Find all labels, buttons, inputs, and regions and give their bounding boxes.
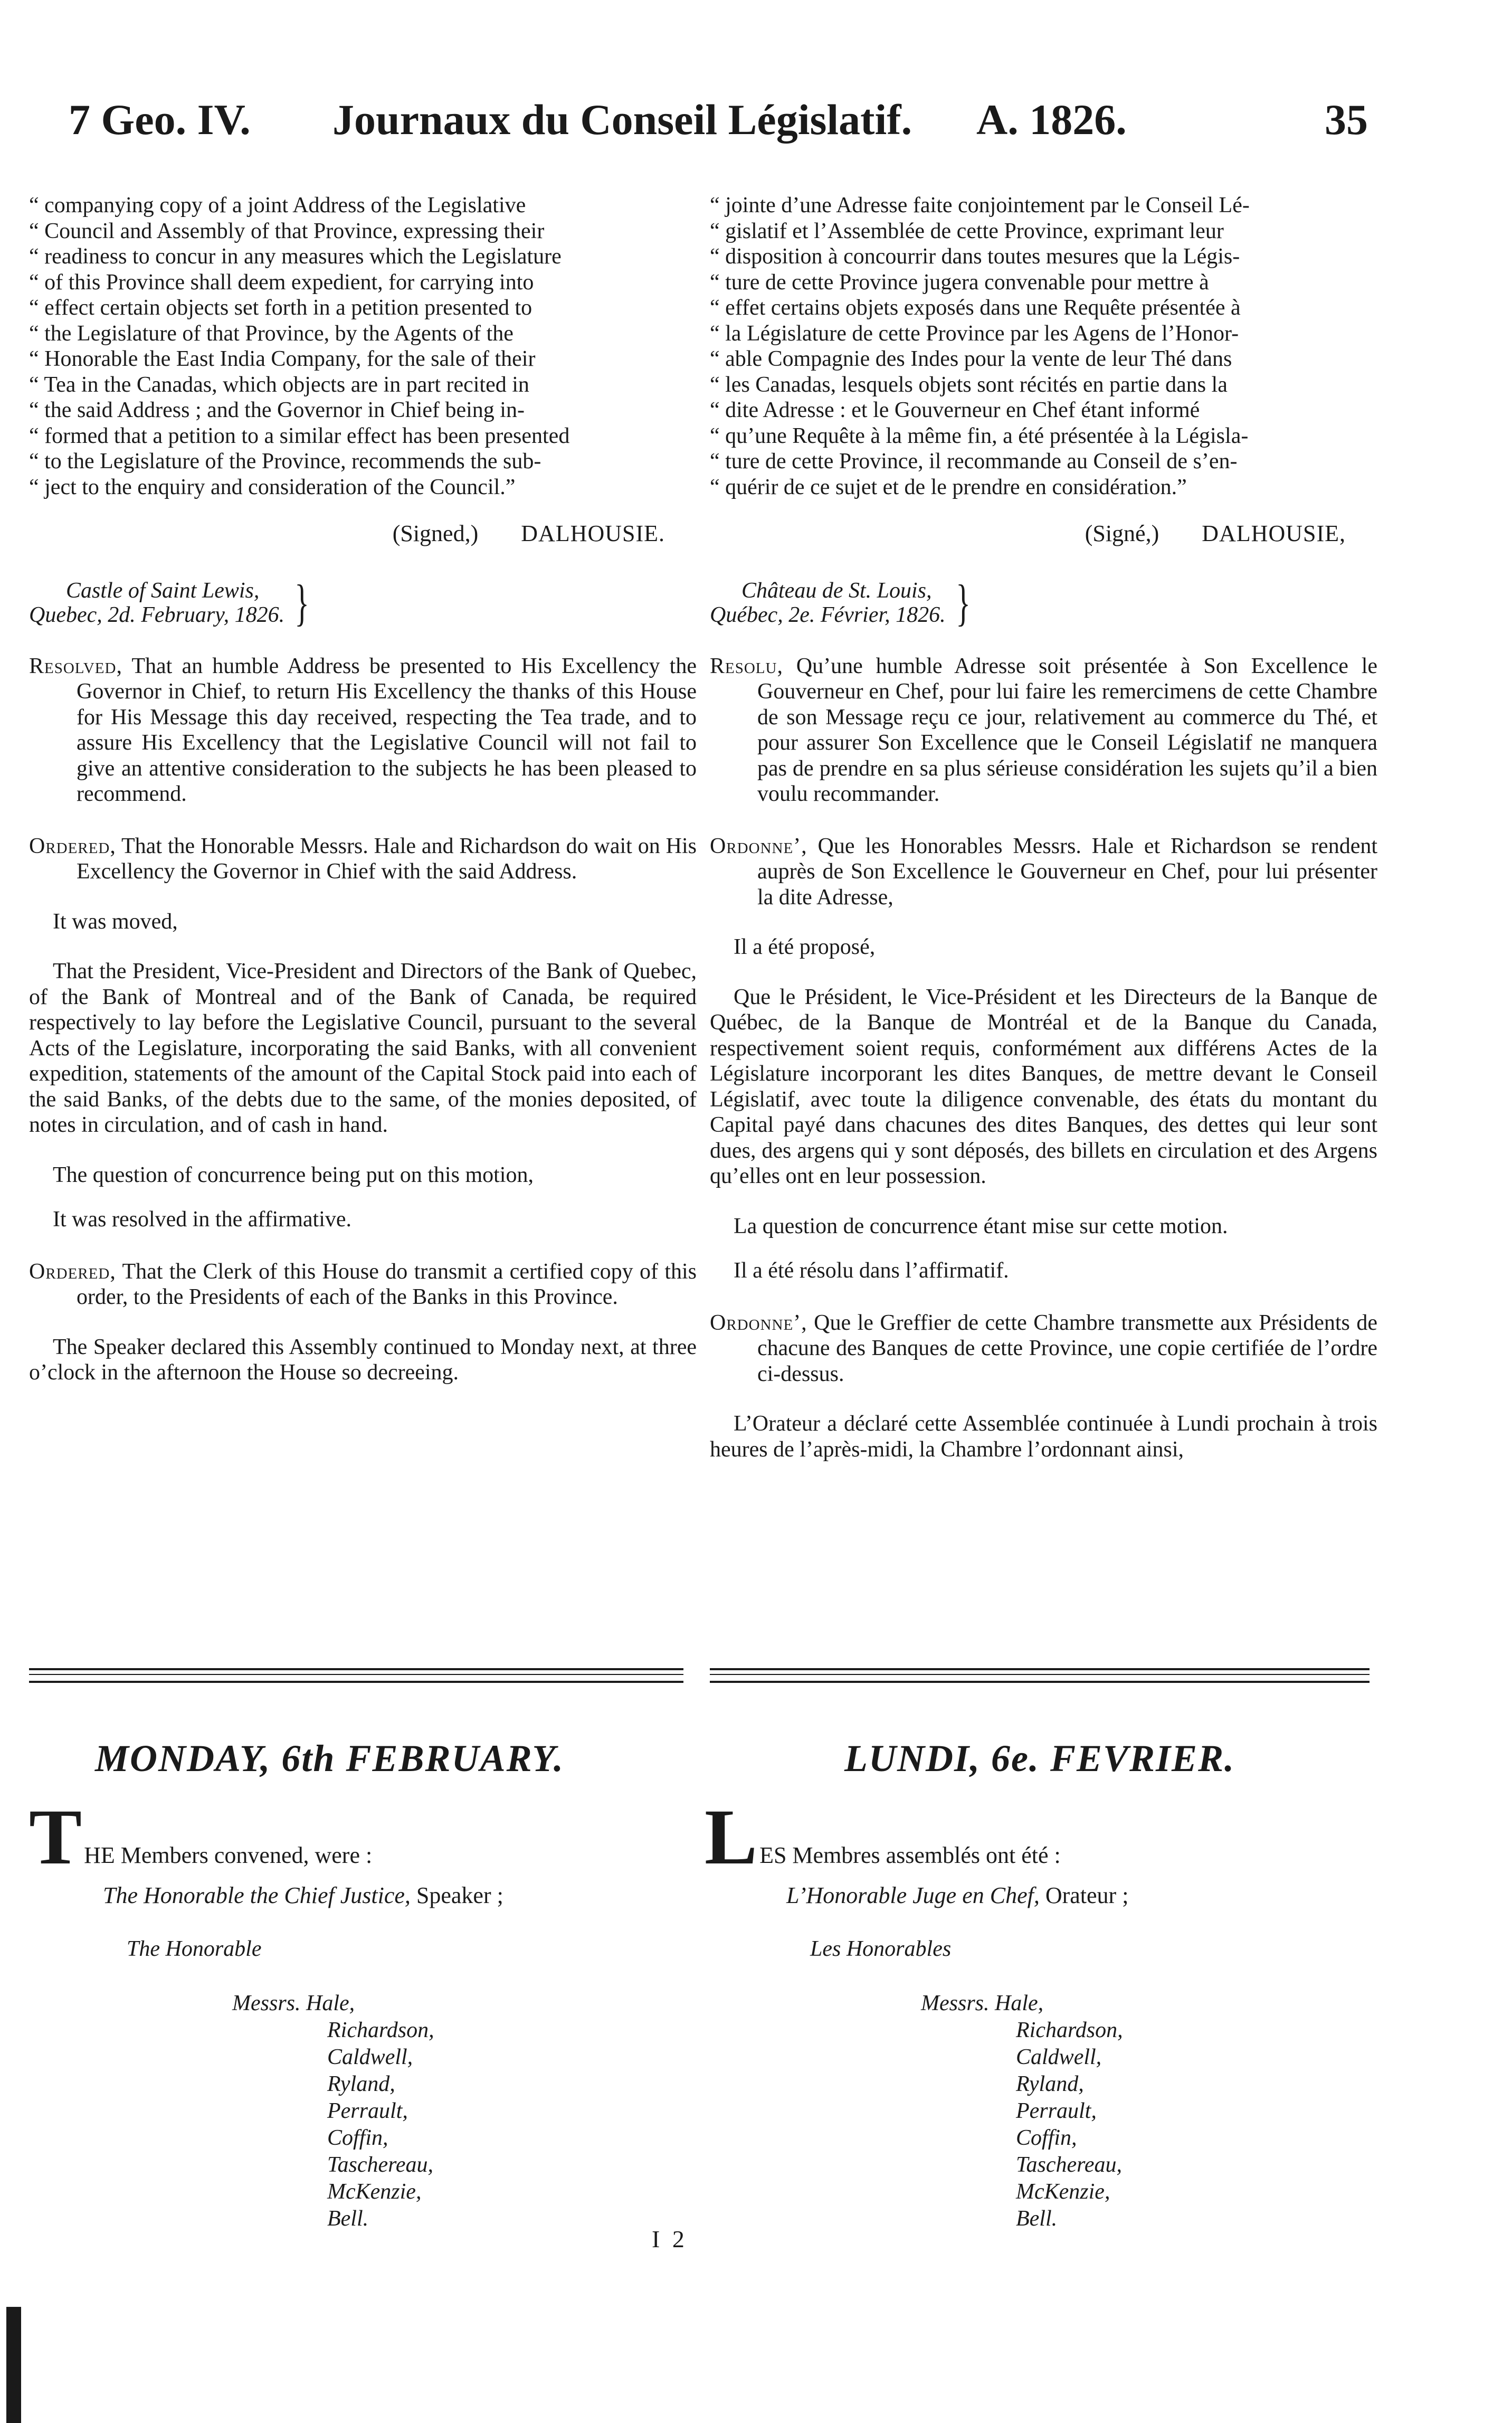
entry-text: That an humble Address be presented to His Excellency the Governor in Chief, to return His Excellency the thanks of this House for His Message this day received, respecting the Tea trade, and to assure His Excellency that the Legislative Council will not fail to give an attentive consideration to the subjects he has been pleased to recommend. bbox=[77, 654, 697, 806]
message-quote bbox=[710, 193, 1377, 500]
running-header bbox=[21, 95, 1372, 158]
quote-line: “ gislatif et l’Assemblée de cette Province, exprimant leur bbox=[710, 219, 1224, 243]
entry-text: Qu’une humble Adresse soit présentée à Son Excellence le Gouverneur en Chef, pour lui faire les remercimens de cette Chambre de son Message reçu ce jour, relativement au commerce du Thé, et pour assurer Son Excellence que le Conseil Législatif ne manquera pas de prendre en sa plus sérieuse considération les sujets qu’il a bien voulu recommander. bbox=[757, 654, 1378, 806]
entry-label: Resolu, bbox=[710, 654, 783, 678]
member-name: Hale, bbox=[995, 1991, 1044, 2015]
brace-glyph: } bbox=[955, 574, 971, 631]
entry-label: Ordered, bbox=[29, 834, 116, 858]
quote-line: “ Honorable the East India Company, for the sale of their bbox=[29, 347, 536, 371]
dateline bbox=[710, 574, 1377, 631]
list-item: Taschereau, bbox=[1016, 2153, 1123, 2177]
section-divider bbox=[29, 1668, 683, 1683]
motion-intro: It was moved, bbox=[53, 909, 178, 934]
question-line: The question of concurrence being put on this motion, bbox=[53, 1162, 534, 1187]
signature bbox=[29, 521, 665, 547]
quote-line: “ la Législature de cette Province par les Agens de l’Honor- bbox=[710, 321, 1239, 346]
quote-line: “ dite Adresse : et le Gouverneur en Chef étant informé bbox=[710, 398, 1200, 422]
entry-text: That the Honorable Messrs. Hale and Richardson do wait on His Excellency the Governor in Chief with the said Address. bbox=[77, 834, 697, 884]
regnal-year: 7 Geo. IV. bbox=[69, 96, 251, 144]
quote-line: “ disposition à concourrir dans toutes mesures que la Légis- bbox=[710, 244, 1240, 269]
entry-text: Que les Honorables Messrs. Hale et Richardson se rendent auprès de Son Excellence le Gouverneur en Chef, pour lui présenter la dite Adresse, bbox=[757, 834, 1377, 910]
quote-line: “ quérir de ce sujet et de le prendre en considération.” bbox=[710, 475, 1187, 499]
quote-line: “ Tea in the Canadas, which objects are in part recited in bbox=[29, 372, 529, 397]
dateline-date: Quebec, 2d. February, 1826. bbox=[29, 602, 285, 627]
entry-label: Resolved, bbox=[29, 654, 122, 678]
dateline-date: Québec, 2e. Février, 1826. bbox=[710, 602, 946, 627]
order-entry bbox=[29, 1259, 697, 1310]
signed-label: (Signed,) bbox=[392, 520, 479, 546]
day-heading: MONDAY, 6th FEBRUARY. bbox=[95, 1737, 564, 1780]
quote-line: “ ject to the enquiry and consideration of the Council.” bbox=[29, 475, 516, 499]
list-item: McKenzie, bbox=[327, 2180, 422, 2204]
page-number: 35 bbox=[1325, 96, 1368, 144]
members-prefix: Messrs. bbox=[232, 1991, 301, 2015]
speaker-line bbox=[786, 1882, 1128, 1909]
drop-cap: T bbox=[29, 1793, 82, 1881]
drop-cap: L bbox=[705, 1793, 758, 1881]
motion-text: Que le Président, le Vice-Président et les Directeurs de la Banque de Québec, de la Banque de Montréal et de la Banque du Canada, respectivement soient requis, conformément aux différens Actes de la Législature incorporant les dites Banques, de mettre devant le Conseil Législatif, avec toute la diligence convenable, des états du montant du Capital payé dans chacunes des dites Banques, des dettes qui leur sont dues, des argens qui y sont déposés, des billets en circulation et des Argens qu’elles ont en leur possession. bbox=[710, 985, 1377, 1188]
brace-glyph: } bbox=[294, 574, 309, 631]
speaker-name: L’Honorable Juge en Chef, bbox=[786, 1882, 1040, 1908]
members-list bbox=[232, 1990, 434, 2232]
binding-edge bbox=[6, 2307, 21, 2423]
adjournment-text: L’Orateur a déclaré cette Assemblée continuée à Lundi prochain à trois heures de l’après-midi, la Chambre l’ordonnant ainsi, bbox=[710, 1412, 1377, 1462]
resolution-entry bbox=[710, 654, 1377, 807]
quote-line: “ effet certains objets exposés dans une Requête présentée à bbox=[710, 296, 1241, 320]
convened-text: ES Membres assemblés ont été : bbox=[759, 1842, 1061, 1868]
list-item: Taschereau, bbox=[327, 2153, 434, 2177]
quote-line: “ readiness to concur in any measures which the Legislature bbox=[29, 244, 562, 269]
quote-line: “ to the Legislature of the Province, recommends the sub- bbox=[29, 449, 541, 474]
speaker-name: The Honorable the Chief Justice, bbox=[103, 1882, 411, 1908]
french-column bbox=[710, 193, 1377, 1462]
list-item bbox=[232, 1990, 434, 2017]
dateline-place: Château de St. Louis, bbox=[741, 578, 932, 603]
speaker-role: Orateur ; bbox=[1045, 1882, 1129, 1908]
quote-line: “ les Canadas, lesquels objets sont récités en partie dans la bbox=[710, 372, 1228, 397]
list-item: Perrault, bbox=[327, 2099, 408, 2123]
quote-line: “ of this Province shall deem expedient, for carrying into bbox=[29, 270, 534, 295]
quote-line: “ jointe d’une Adresse faite conjointement par le Conseil Lé- bbox=[710, 193, 1250, 217]
list-item: Bell. bbox=[327, 2207, 369, 2231]
signatory-name: DALHOUSIE. bbox=[521, 520, 665, 546]
member-name: Hale, bbox=[306, 1991, 355, 2015]
entry-text: Que le Greffier de cette Chambre transmette aux Présidents de chacune des Banques de cette Province, une copie certifiée de l’ordre ci-dessus. bbox=[757, 1310, 1378, 1386]
members-convened bbox=[29, 1793, 373, 1881]
members-convened bbox=[705, 1793, 1061, 1881]
quote-line: “ the Legislature of that Province, by the Agents of the bbox=[29, 321, 513, 346]
message-quote bbox=[29, 193, 697, 500]
journal-title: Journaux du Conseil Législatif. bbox=[332, 96, 912, 144]
order-entry bbox=[29, 834, 697, 885]
members-list bbox=[921, 1990, 1123, 2232]
entry-label: Ordonne’, bbox=[710, 1310, 807, 1335]
quote-line: “ the said Address ; and the Governor in Chief being in- bbox=[29, 398, 525, 422]
speaker-line bbox=[103, 1882, 503, 1909]
resolution-outcome: It was resolved in the affirmative. bbox=[53, 1207, 352, 1232]
signature-mark: I 2 bbox=[652, 2226, 688, 2252]
list-item: Caldwell, bbox=[1016, 2045, 1102, 2069]
question-line: La question de concurrence étant mise sur cette motion. bbox=[734, 1214, 1228, 1238]
adjournment-text: The Speaker declared this Assembly continued to Monday next, at three o’clock in the afternoon the House so decreeing. bbox=[29, 1334, 697, 1385]
list-item: Coffin, bbox=[1016, 2126, 1077, 2150]
dateline bbox=[29, 574, 697, 631]
quote-line: “ formed that a petition to a similar effect has been presented bbox=[29, 423, 570, 448]
list-item: Coffin, bbox=[327, 2126, 388, 2150]
honorable-heading: Les Honorables bbox=[810, 1937, 952, 1961]
list-item bbox=[921, 1990, 1123, 2017]
list-item: Ryland, bbox=[1016, 2072, 1084, 2096]
quote-line: “ ture de cette Province jugera convenable pour mettre à bbox=[710, 270, 1209, 295]
order-entry bbox=[710, 834, 1377, 911]
quote-line: “ effect certain objects set forth in a petition presented to bbox=[29, 296, 532, 320]
members-prefix: Messrs. bbox=[921, 1991, 990, 2015]
speaker-role: Speaker ; bbox=[416, 1882, 503, 1908]
entry-text: That the Clerk of this House do transmit a certified copy of this order, to the Presidents of each of the Banks in this Province. bbox=[77, 1259, 697, 1309]
signed-label: (Signé,) bbox=[1085, 520, 1159, 546]
honorable-heading: The Honorable bbox=[127, 1937, 262, 1961]
list-item: Perrault, bbox=[1016, 2099, 1097, 2123]
resolution-entry bbox=[29, 654, 697, 807]
quote-line: “ companying copy of a joint Address of the Legislative bbox=[29, 193, 526, 217]
list-item: McKenzie, bbox=[1016, 2180, 1110, 2204]
quote-line: “ ture de cette Province, il recommande au Conseil de s’en- bbox=[710, 449, 1238, 474]
entry-label: Ordonne’, bbox=[710, 834, 807, 858]
section-divider bbox=[710, 1668, 1370, 1683]
list-item: Ryland, bbox=[327, 2072, 395, 2096]
day-heading: LUNDI, 6e. FEVRIER. bbox=[844, 1737, 1235, 1780]
list-item: Richardson, bbox=[327, 2018, 434, 2042]
convened-text: HE Members convened, were : bbox=[84, 1842, 373, 1868]
quote-line: “ Council and Assembly of that Province, expressing their bbox=[29, 219, 545, 243]
resolution-outcome: Il a été résolu dans l’affirmatif. bbox=[734, 1258, 1009, 1283]
quote-line: “ able Compagnie des Indes pour la vente de leur Thé dans bbox=[710, 347, 1232, 371]
quote-line: “ qu’une Requête à la même fin, a été présentée à la Législa- bbox=[710, 423, 1249, 448]
signature bbox=[710, 521, 1346, 547]
english-column bbox=[29, 193, 697, 1386]
signatory-name: DALHOUSIE, bbox=[1202, 520, 1346, 546]
journal-year: A. 1826. bbox=[976, 96, 1127, 144]
list-item: Bell. bbox=[1016, 2207, 1058, 2231]
motion-intro: Il a été proposé, bbox=[734, 935, 876, 959]
entry-label: Ordered, bbox=[29, 1259, 116, 1284]
order-entry bbox=[710, 1310, 1377, 1387]
dateline-place: Castle of Saint Lewis, bbox=[66, 578, 260, 603]
list-item: Caldwell, bbox=[327, 2045, 413, 2069]
list-item: Richardson, bbox=[1016, 2018, 1123, 2042]
motion-text: That the President, Vice-President and Directors of the Bank of Quebec, of the Bank of Montreal and of the Bank of Canada, be required respectively to lay before the Legislative Council, pursuant to the several Acts of the Legislature, incorporating the said Banks, with all convenient expedition, statements of the amount of the Capital Stock paid into each of the said Banks, of the debts due to the same, of the monies deposited, of notes in circulation, and of cash in hand. bbox=[29, 959, 697, 1137]
